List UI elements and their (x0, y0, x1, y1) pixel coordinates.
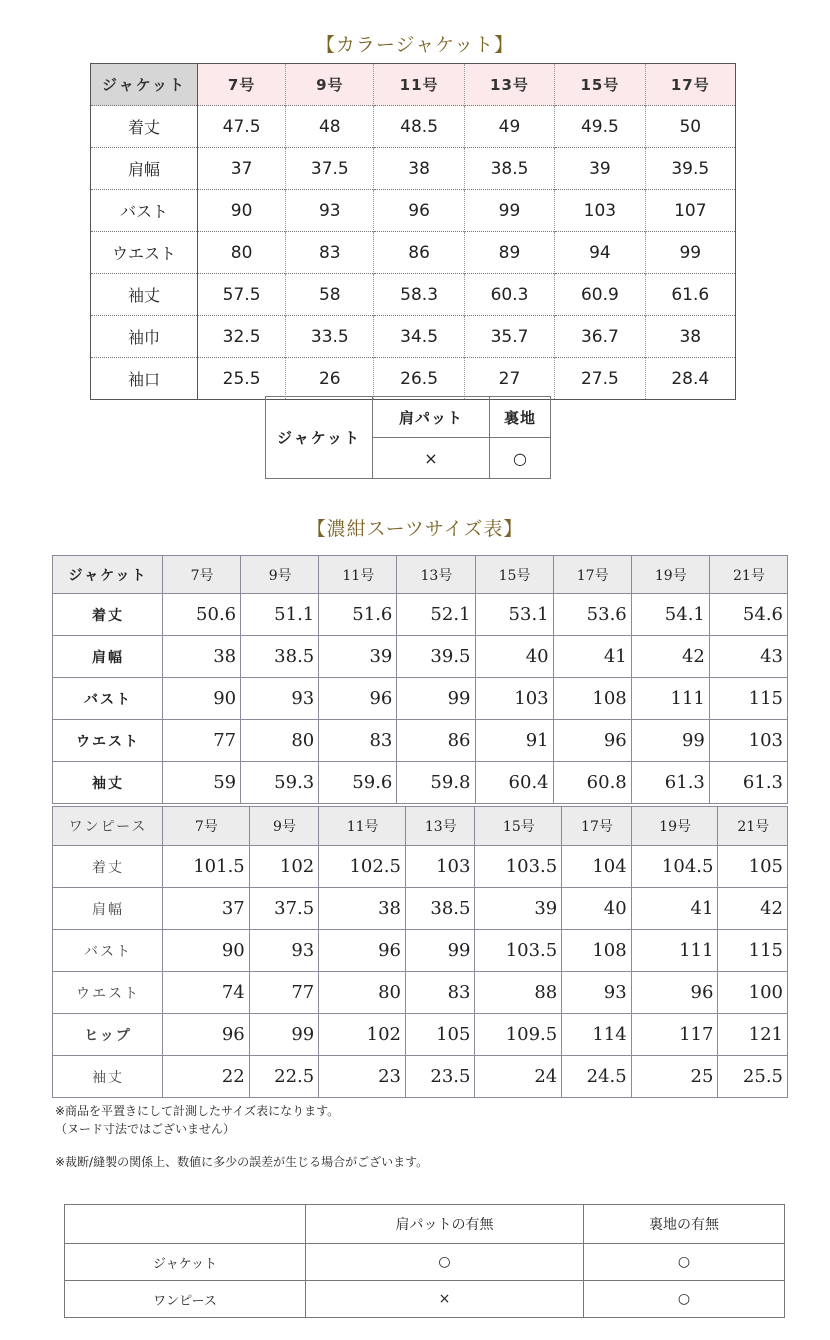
table-cell: 103.5 (475, 846, 562, 888)
note-tolerance: ※裁断/縫製の関係上、数値に多少の誤差が生じる場合がございます。 (55, 1155, 429, 1169)
table-cell: 23 (319, 1056, 406, 1098)
table-cell: 99 (631, 720, 709, 762)
size-header: 17号 (553, 556, 631, 594)
table-cell: 48.5 (374, 106, 464, 148)
table-cell: 50.6 (163, 594, 241, 636)
table-cell: 93 (241, 678, 319, 720)
table-cell: 90 (163, 930, 250, 972)
table-cell: 83 (286, 232, 374, 274)
table-header-row (53, 556, 788, 594)
table-cell: 104 (562, 846, 631, 888)
table-cell: 80 (198, 232, 286, 274)
table-cell: 49.5 (555, 106, 645, 148)
row-label: 着丈 (91, 106, 198, 148)
size-header: 9号 (286, 64, 374, 106)
table-cell: 80 (241, 720, 319, 762)
table-cell: 39.5 (645, 148, 735, 190)
size-header: 11号 (374, 64, 464, 106)
table-cell: 52.1 (397, 594, 475, 636)
table-cell: 47.5 (198, 106, 286, 148)
table-cell: 43 (709, 636, 787, 678)
column-header: 肩パット (373, 397, 490, 438)
table-cell: 26 (286, 358, 374, 400)
size-header: 17号 (562, 807, 631, 846)
table-cell: 57.5 (198, 274, 286, 316)
table-cell: 102.5 (319, 846, 406, 888)
table-cell: 28.4 (645, 358, 735, 400)
row-label: 着丈 (53, 846, 163, 888)
table-cell: 60.8 (553, 762, 631, 804)
table-cell: 48 (286, 106, 374, 148)
table-cell: 115 (718, 930, 788, 972)
table-row (53, 972, 788, 1014)
table-header-row (53, 807, 788, 846)
table-cell: 53.1 (475, 594, 553, 636)
table-row (53, 678, 788, 720)
table-cell: 80 (319, 972, 406, 1014)
table-cell: 104.5 (631, 846, 718, 888)
table-cell: 32.5 (198, 316, 286, 358)
table-cell: × (306, 1281, 584, 1318)
table-cell: 39 (319, 636, 397, 678)
table-row (65, 1244, 785, 1281)
size-header: 11号 (319, 807, 406, 846)
table-cell: 41 (553, 636, 631, 678)
row-label: ウエスト (53, 972, 163, 1014)
table-row (91, 232, 736, 274)
table-row (91, 148, 736, 190)
table-cell: 51.6 (319, 594, 397, 636)
table-cell: 38 (374, 148, 464, 190)
table-cell: 96 (319, 678, 397, 720)
size-header: 11号 (319, 556, 397, 594)
table-cell: 102 (319, 1014, 406, 1056)
table-cell: 25.5 (198, 358, 286, 400)
navy-onepiece-size-table (52, 806, 788, 1098)
table-cell: 50 (645, 106, 735, 148)
size-header: 7号 (163, 807, 250, 846)
table-row (53, 846, 788, 888)
table-cell: 61.3 (631, 762, 709, 804)
table-cell: 88 (475, 972, 562, 1014)
table-cell: 102 (249, 846, 318, 888)
navy-jacket-size-table (52, 555, 788, 804)
table-cell: 103 (405, 846, 474, 888)
table-cell: 61.3 (709, 762, 787, 804)
row-label: 着丈 (53, 594, 163, 636)
table-cell: 60.3 (464, 274, 554, 316)
table-cell: 59 (163, 762, 241, 804)
table-cell: 89 (464, 232, 554, 274)
size-header: 19号 (631, 556, 709, 594)
row-label: ウエスト (91, 232, 198, 274)
column-header: 裏地の有無 (584, 1205, 785, 1244)
table-cell: 53.6 (553, 594, 631, 636)
table-cell: 34.5 (374, 316, 464, 358)
table-cell: 33.5 (286, 316, 374, 358)
table-cell: 42 (631, 636, 709, 678)
table-cell: 99 (645, 232, 735, 274)
shoulder-pad-value: × (373, 438, 490, 479)
row-label: 肩幅 (53, 888, 163, 930)
table-cell: 38.5 (241, 636, 319, 678)
table-row (53, 762, 788, 804)
table-row (53, 720, 788, 762)
color-jacket-title: 【カラージャケット】 (315, 34, 515, 56)
size-header: 7号 (163, 556, 241, 594)
table-cell: 38 (319, 888, 406, 930)
table-cell: 61.6 (645, 274, 735, 316)
table-cell: 99 (405, 930, 474, 972)
table-cell: 60.4 (475, 762, 553, 804)
size-header: 19号 (631, 807, 718, 846)
table-row (53, 930, 788, 972)
empty-corner-cell (65, 1205, 306, 1244)
table-cell: 103 (555, 190, 645, 232)
row-label: 袖巾 (91, 316, 198, 358)
table-cell: 101.5 (163, 846, 250, 888)
size-header: 21号 (718, 807, 788, 846)
table-cell: 108 (562, 930, 631, 972)
table-cell: 100 (718, 972, 788, 1014)
size-header: 17号 (645, 64, 735, 106)
table-cell: 108 (553, 678, 631, 720)
table-cell: 59.6 (319, 762, 397, 804)
table-header-row (91, 64, 736, 106)
size-header: 13号 (464, 64, 554, 106)
table-cell: 96 (319, 930, 406, 972)
table-cell: 77 (163, 720, 241, 762)
table-cell: 38.5 (464, 148, 554, 190)
table-cell: 54.6 (709, 594, 787, 636)
table-cell: 49 (464, 106, 554, 148)
table-row (91, 274, 736, 316)
table-cell: 96 (374, 190, 464, 232)
table-cell: 25.5 (718, 1056, 788, 1098)
table-cell: 38 (645, 316, 735, 358)
table-cell: 39 (475, 888, 562, 930)
row-label: バスト (91, 190, 198, 232)
table-cell: 26.5 (374, 358, 464, 400)
table-cell: 117 (631, 1014, 718, 1056)
row-label: ジャケット (266, 397, 373, 479)
size-header: 9号 (241, 556, 319, 594)
row-label: 袖口 (91, 358, 198, 400)
table-cell: 111 (631, 930, 718, 972)
table-header-row (65, 1205, 785, 1244)
table-row (65, 1281, 785, 1318)
table-row (53, 636, 788, 678)
table-cell: 111 (631, 678, 709, 720)
table-cell: 103 (709, 720, 787, 762)
table-cell: 96 (631, 972, 718, 1014)
table-cell: 41 (631, 888, 718, 930)
table-corner-label: ジャケット (91, 64, 198, 106)
table-cell: 99 (397, 678, 475, 720)
table-cell: 38 (163, 636, 241, 678)
table-row (53, 594, 788, 636)
table-cell: 109.5 (475, 1014, 562, 1056)
size-header: 13号 (405, 807, 474, 846)
column-header: 裏地 (489, 397, 550, 438)
column-header: 肩パットの有無 (306, 1205, 584, 1244)
table-cell: 37.5 (249, 888, 318, 930)
table-cell: 107 (645, 190, 735, 232)
table-cell: 96 (163, 1014, 250, 1056)
table-cell: 99 (249, 1014, 318, 1056)
table-cell: 94 (555, 232, 645, 274)
table-cell: 35.7 (464, 316, 554, 358)
note-measurement: ※商品を平置きにして計測したサイズ表になります。 (55, 1104, 340, 1118)
table-cell: ○ (584, 1281, 785, 1318)
row-label: ヒップ (53, 1014, 163, 1056)
table-row (53, 1014, 788, 1056)
table-cell: 51.1 (241, 594, 319, 636)
size-header: 13号 (397, 556, 475, 594)
table-cell: 36.7 (555, 316, 645, 358)
size-header: 15号 (555, 64, 645, 106)
row-label: 袖丈 (53, 1056, 163, 1098)
table-cell: 83 (319, 720, 397, 762)
table-row (53, 888, 788, 930)
row-label: ジャケット (65, 1244, 306, 1281)
feature-summary-table (64, 1204, 785, 1318)
table-cell: 23.5 (405, 1056, 474, 1098)
table-cell: 90 (163, 678, 241, 720)
table-cell: 91 (475, 720, 553, 762)
row-label: 肩幅 (53, 636, 163, 678)
table-cell: ○ (306, 1244, 584, 1281)
table-row (91, 316, 736, 358)
row-label: バスト (53, 930, 163, 972)
size-header: 7号 (198, 64, 286, 106)
table-cell: 90 (198, 190, 286, 232)
table-cell: 37 (163, 888, 250, 930)
row-label: 袖丈 (53, 762, 163, 804)
table-cell: 60.9 (555, 274, 645, 316)
table-cell: 93 (562, 972, 631, 1014)
table-cell: 83 (405, 972, 474, 1014)
table-cell: 22.5 (249, 1056, 318, 1098)
table-cell: 114 (562, 1014, 631, 1056)
table-row (266, 397, 551, 438)
table-cell: 24 (475, 1056, 562, 1098)
table-corner-label: ジャケット (53, 556, 163, 594)
table-cell: 37.5 (286, 148, 374, 190)
table-cell: 105 (718, 846, 788, 888)
row-label: 袖丈 (91, 274, 198, 316)
table-cell: 40 (475, 636, 553, 678)
table-cell: 58.3 (374, 274, 464, 316)
note-nude-size: （ヌード寸法ではございません） (55, 1122, 236, 1136)
table-cell: 39 (555, 148, 645, 190)
size-header: 15号 (475, 556, 553, 594)
table-cell: 40 (562, 888, 631, 930)
size-header: 21号 (709, 556, 787, 594)
table-cell: 24.5 (562, 1056, 631, 1098)
row-label: ウエスト (53, 720, 163, 762)
table-cell: 25 (631, 1056, 718, 1098)
table-cell: 59.3 (241, 762, 319, 804)
table-cell: 103 (475, 678, 553, 720)
table-cell: 93 (286, 190, 374, 232)
size-header: 15号 (475, 807, 562, 846)
table-cell: 99 (464, 190, 554, 232)
table-cell: 105 (405, 1014, 474, 1056)
table-cell: 96 (553, 720, 631, 762)
table-row (53, 1056, 788, 1098)
table-corner-label: ワンピース (53, 807, 163, 846)
table-row (91, 358, 736, 400)
color-jacket-size-table (90, 63, 736, 400)
table-cell: 93 (249, 930, 318, 972)
table-cell: 74 (163, 972, 250, 1014)
table-cell: 77 (249, 972, 318, 1014)
size-header: 9号 (249, 807, 318, 846)
row-label: 肩幅 (91, 148, 198, 190)
row-label: バスト (53, 678, 163, 720)
table-row (91, 106, 736, 148)
navy-suit-title: 【濃紺スーツサイズ表】 (306, 518, 524, 540)
table-cell: 37 (198, 148, 286, 190)
table-cell: 38.5 (405, 888, 474, 930)
table-cell: 121 (718, 1014, 788, 1056)
row-label: ワンピース (65, 1281, 306, 1318)
table-cell: 54.1 (631, 594, 709, 636)
table-cell: 59.8 (397, 762, 475, 804)
table-cell: 58 (286, 274, 374, 316)
lining-value: ○ (489, 438, 550, 479)
table-cell: 86 (397, 720, 475, 762)
jacket-feature-table (265, 396, 551, 479)
table-row (91, 190, 736, 232)
table-cell: 42 (718, 888, 788, 930)
table-cell: ○ (584, 1244, 785, 1281)
table-cell: 27 (464, 358, 554, 400)
table-cell: 27.5 (555, 358, 645, 400)
table-cell: 22 (163, 1056, 250, 1098)
table-cell: 86 (374, 232, 464, 274)
table-cell: 103.5 (475, 930, 562, 972)
table-cell: 115 (709, 678, 787, 720)
table-cell: 39.5 (397, 636, 475, 678)
